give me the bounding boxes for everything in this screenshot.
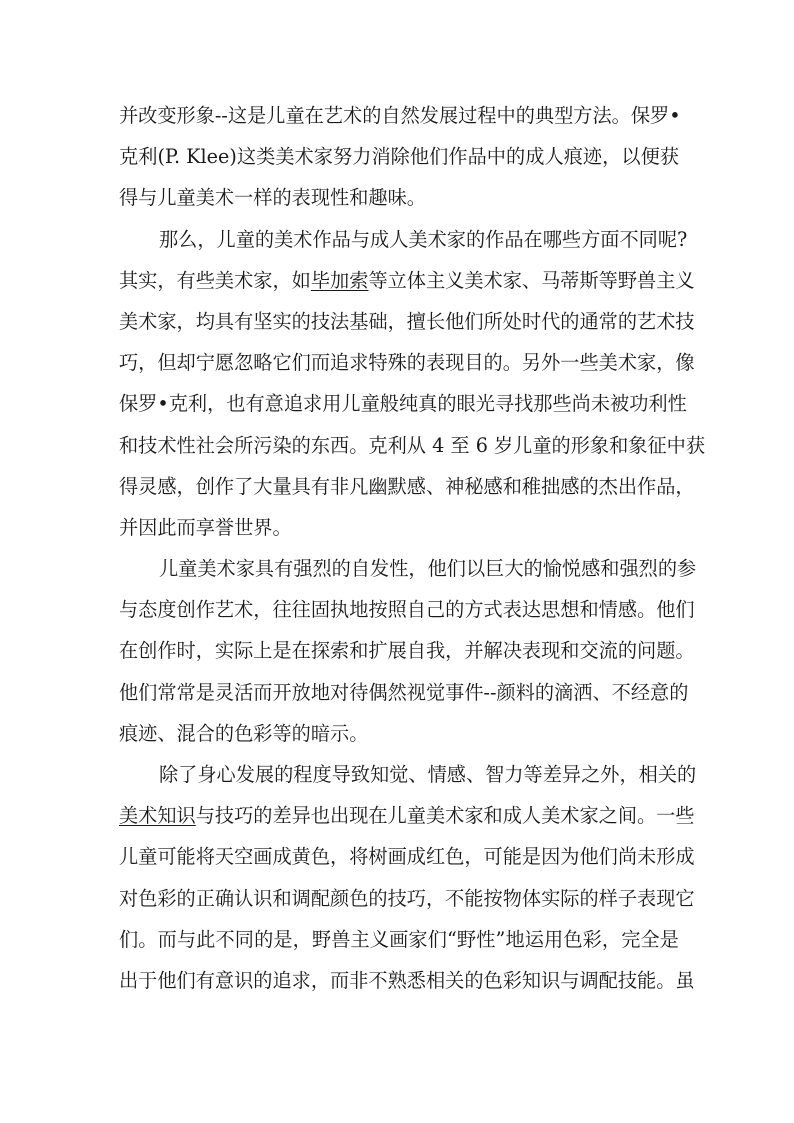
text-line: 对色彩的正确认识和调配颜色的技巧，不能按物体实际的样子表现它 [119,886,695,910]
link-picasso[interactable]: 毕加索 [310,268,369,292]
text-line: 得与儿童美术一样的表现性和趣味。 [119,186,426,210]
link-art-knowledge[interactable]: 美术知识 [119,804,196,828]
text-line: 和技术性社会所污染的东西。克利从 4 至 6 岁儿童的形象和象征中获 [119,433,706,457]
text-line: 儿童美术家具有强烈的自发性，他们以巨大的愉悦感和强烈的参 [159,557,697,581]
text-line: 们。而与此不同的是，野兽主义画家们“野性”地运用色彩，完全是 [119,927,679,951]
paragraph-1 [119,95,679,219]
paragraph-4 [119,754,697,1001]
text-line: 痕迹、混合的色彩等的暗示。 [119,721,369,745]
text-line [119,795,695,836]
text-line: 儿童可能将天空画成黄色，将树画成红色，可能是因为他们尚未形成 [119,845,695,869]
text-line: 克利(P. Klee)这类美术家努力消除他们作品中的成人痕迹，以便获 [119,145,679,169]
text-line: 那么，儿童的美术作品与成人美术家的作品在哪些方面不同呢? [159,227,688,251]
text-line: 在创作时，实际上是在探索和扩展自我，并解决表现和交流的问题。 [119,639,695,663]
text-line: 出于他们有意识的追求，而非不熟悉相关的色彩知识与调配技能。虽 [119,968,695,992]
text-segment: 其实，有些美术家，如 [119,268,311,292]
text-segment: 等立体主义美术家、马蒂斯等野兽主义 [368,268,695,292]
text-line: 巧，但却宁愿忽略它们而追求特殊的表现目的。另外一些美术家，像 [119,351,695,375]
text-line: 并因此而享誉世界。 [119,515,292,539]
text-segment: 与技巧的差异也出现在儿童美术家和成人美术家之间。一些 [195,804,695,828]
text-line: 并改变形象--这是儿童在艺术的自然发展过程中的典型方法。保罗• [119,104,681,127]
text-line: 保罗•克利，也有意追求用儿童般纯真的眼光寻找那些尚未被功利性 [119,392,687,416]
text-line: 美术家，均具有坚实的技法基础，擅长他们所处时代的通常的艺术技 [119,309,695,333]
text-line [119,260,695,301]
body-text [119,95,706,1001]
paragraph-2 [119,219,706,549]
text-line: 与态度创作艺术，往往固执地按照自己的方式表达思想和情感。他们 [119,598,695,622]
text-line: 除了身心发展的程度导致知觉、情感、智力等差异之外，相关的 [159,763,697,786]
paragraph-3 [119,548,697,754]
text-line: 他们常常是灵活而开放地对待偶然视觉事件--颜料的滴洒、不经意的 [119,680,689,704]
text-line: 得灵感，创作了大量具有非凡幽默感、神秘感和稚拙感的杰出作品， [119,474,695,498]
